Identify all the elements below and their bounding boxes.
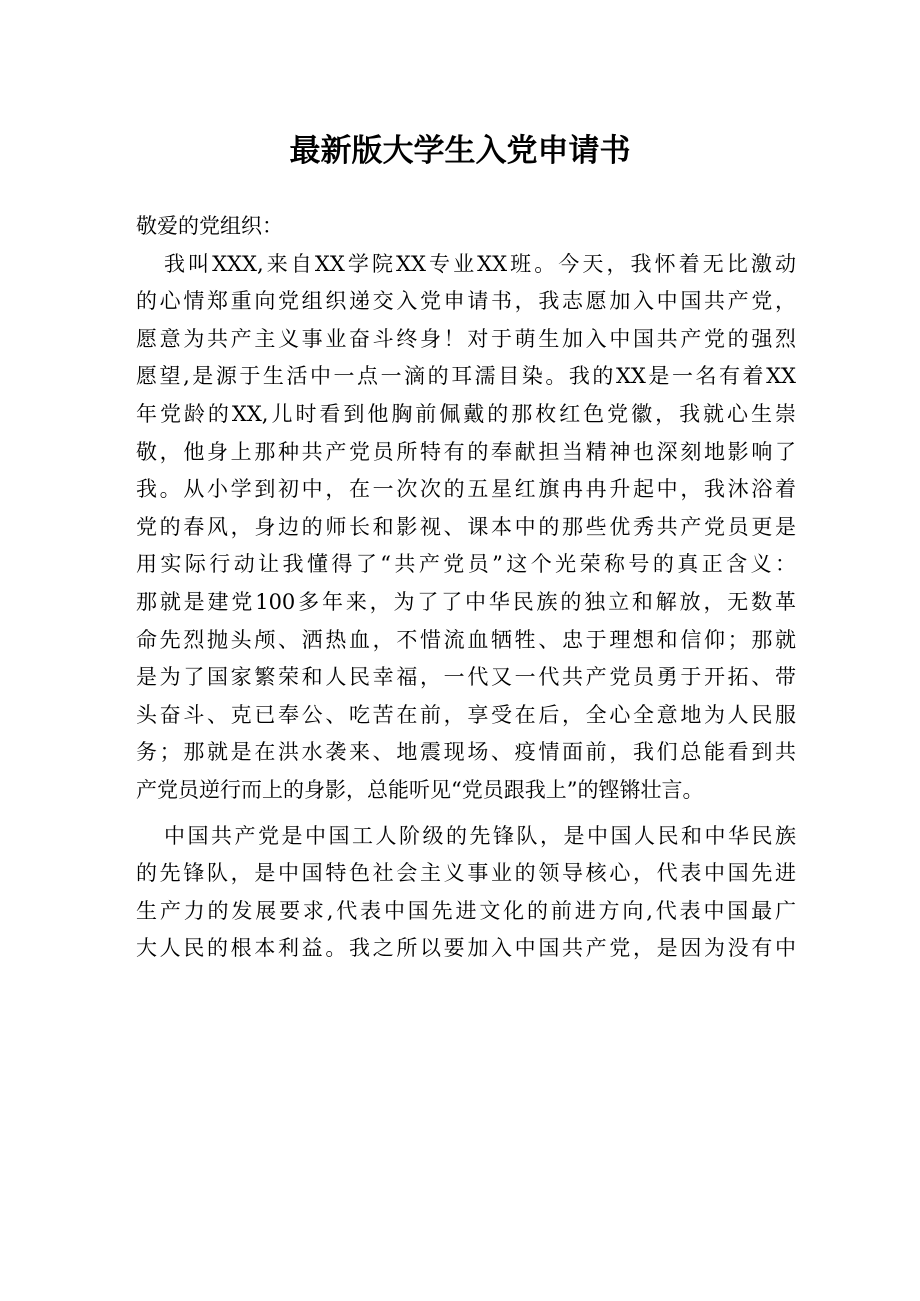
paragraph-spacer — [136, 810, 796, 818]
salutation: 敬爱的党组织： — [136, 214, 283, 238]
paragraph-1 — [136, 246, 796, 810]
text-line: 用实际行动让我懂得了“共产党员”这个光荣称号的真正含义： — [136, 552, 796, 577]
text-line: 党的春风，身边的师长和影视、课本中的那些优秀共产党员更是 — [136, 514, 796, 539]
text-line: 是为了国家繁荣和人民幸福，一代又一代共产党员勇于开拓、带 — [136, 665, 796, 690]
text-line: 命先烈抛头颅、洒热血，不惜流血牺牲、忠于理想和信仰；那就 — [136, 627, 796, 652]
text-line: 大人民的根本利益。我之所以要加入中国共产党，是因为没有中 — [136, 936, 796, 961]
text-line: 敬，他身上那种共产党员所特有的奉献担当精神也深刻地影响了 — [136, 439, 796, 464]
text-line: 愿望,是源于生活中一点一滴的耳濡目染。我的XX是一名有着XX — [136, 364, 796, 389]
text-line: 中国共产党是中国工人阶级的先锋队，是中国人民和中华民族 — [164, 823, 796, 848]
text-line: 年党龄的XX,儿时看到他胸前佩戴的那枚红色党徽，我就心生崇 — [136, 401, 796, 426]
document-title: 最新版大学生入党申请书 — [289, 133, 631, 169]
text-line: 头奋斗、克已奉公、吃苦在前，享受在后，全心全意地为人民服 — [136, 702, 796, 727]
paragraph-2 — [136, 818, 796, 968]
document-body — [136, 208, 796, 968]
text-line: 的心情郑重向党组织递交入党申请书，我志愿加入中国共产党， — [136, 289, 796, 314]
text-line: 愿意为共产主义事业奋斗终身！对于萌生加入中国共产党的强烈 — [136, 326, 796, 351]
text-line: 产党员逆行而上的身影，总能听见“党员跟我上”的铿锵壮言。 — [136, 777, 704, 802]
text-line: 我叫XXX,来自XX学院XX专业XX班。今天，我怀着无比激动 — [164, 251, 796, 276]
text-line: 生产力的发展要求,代表中国先进文化的前进方向,代表中国最广 — [136, 898, 796, 923]
text-line: 那就是建党100多年来，为了了中华民族的独立和解放，无数革 — [136, 589, 796, 614]
text-line: 我。从小学到初中，在一次次的五星红旗冉冉升起中，我沐浴着 — [136, 477, 796, 502]
text-line: 务；那就是在洪水袭来、地震现场、疫情面前，我们总能看到共 — [136, 740, 796, 765]
text-line: 的先锋队，是中国特色社会主义事业的领导核心，代表中国先进 — [136, 861, 796, 886]
